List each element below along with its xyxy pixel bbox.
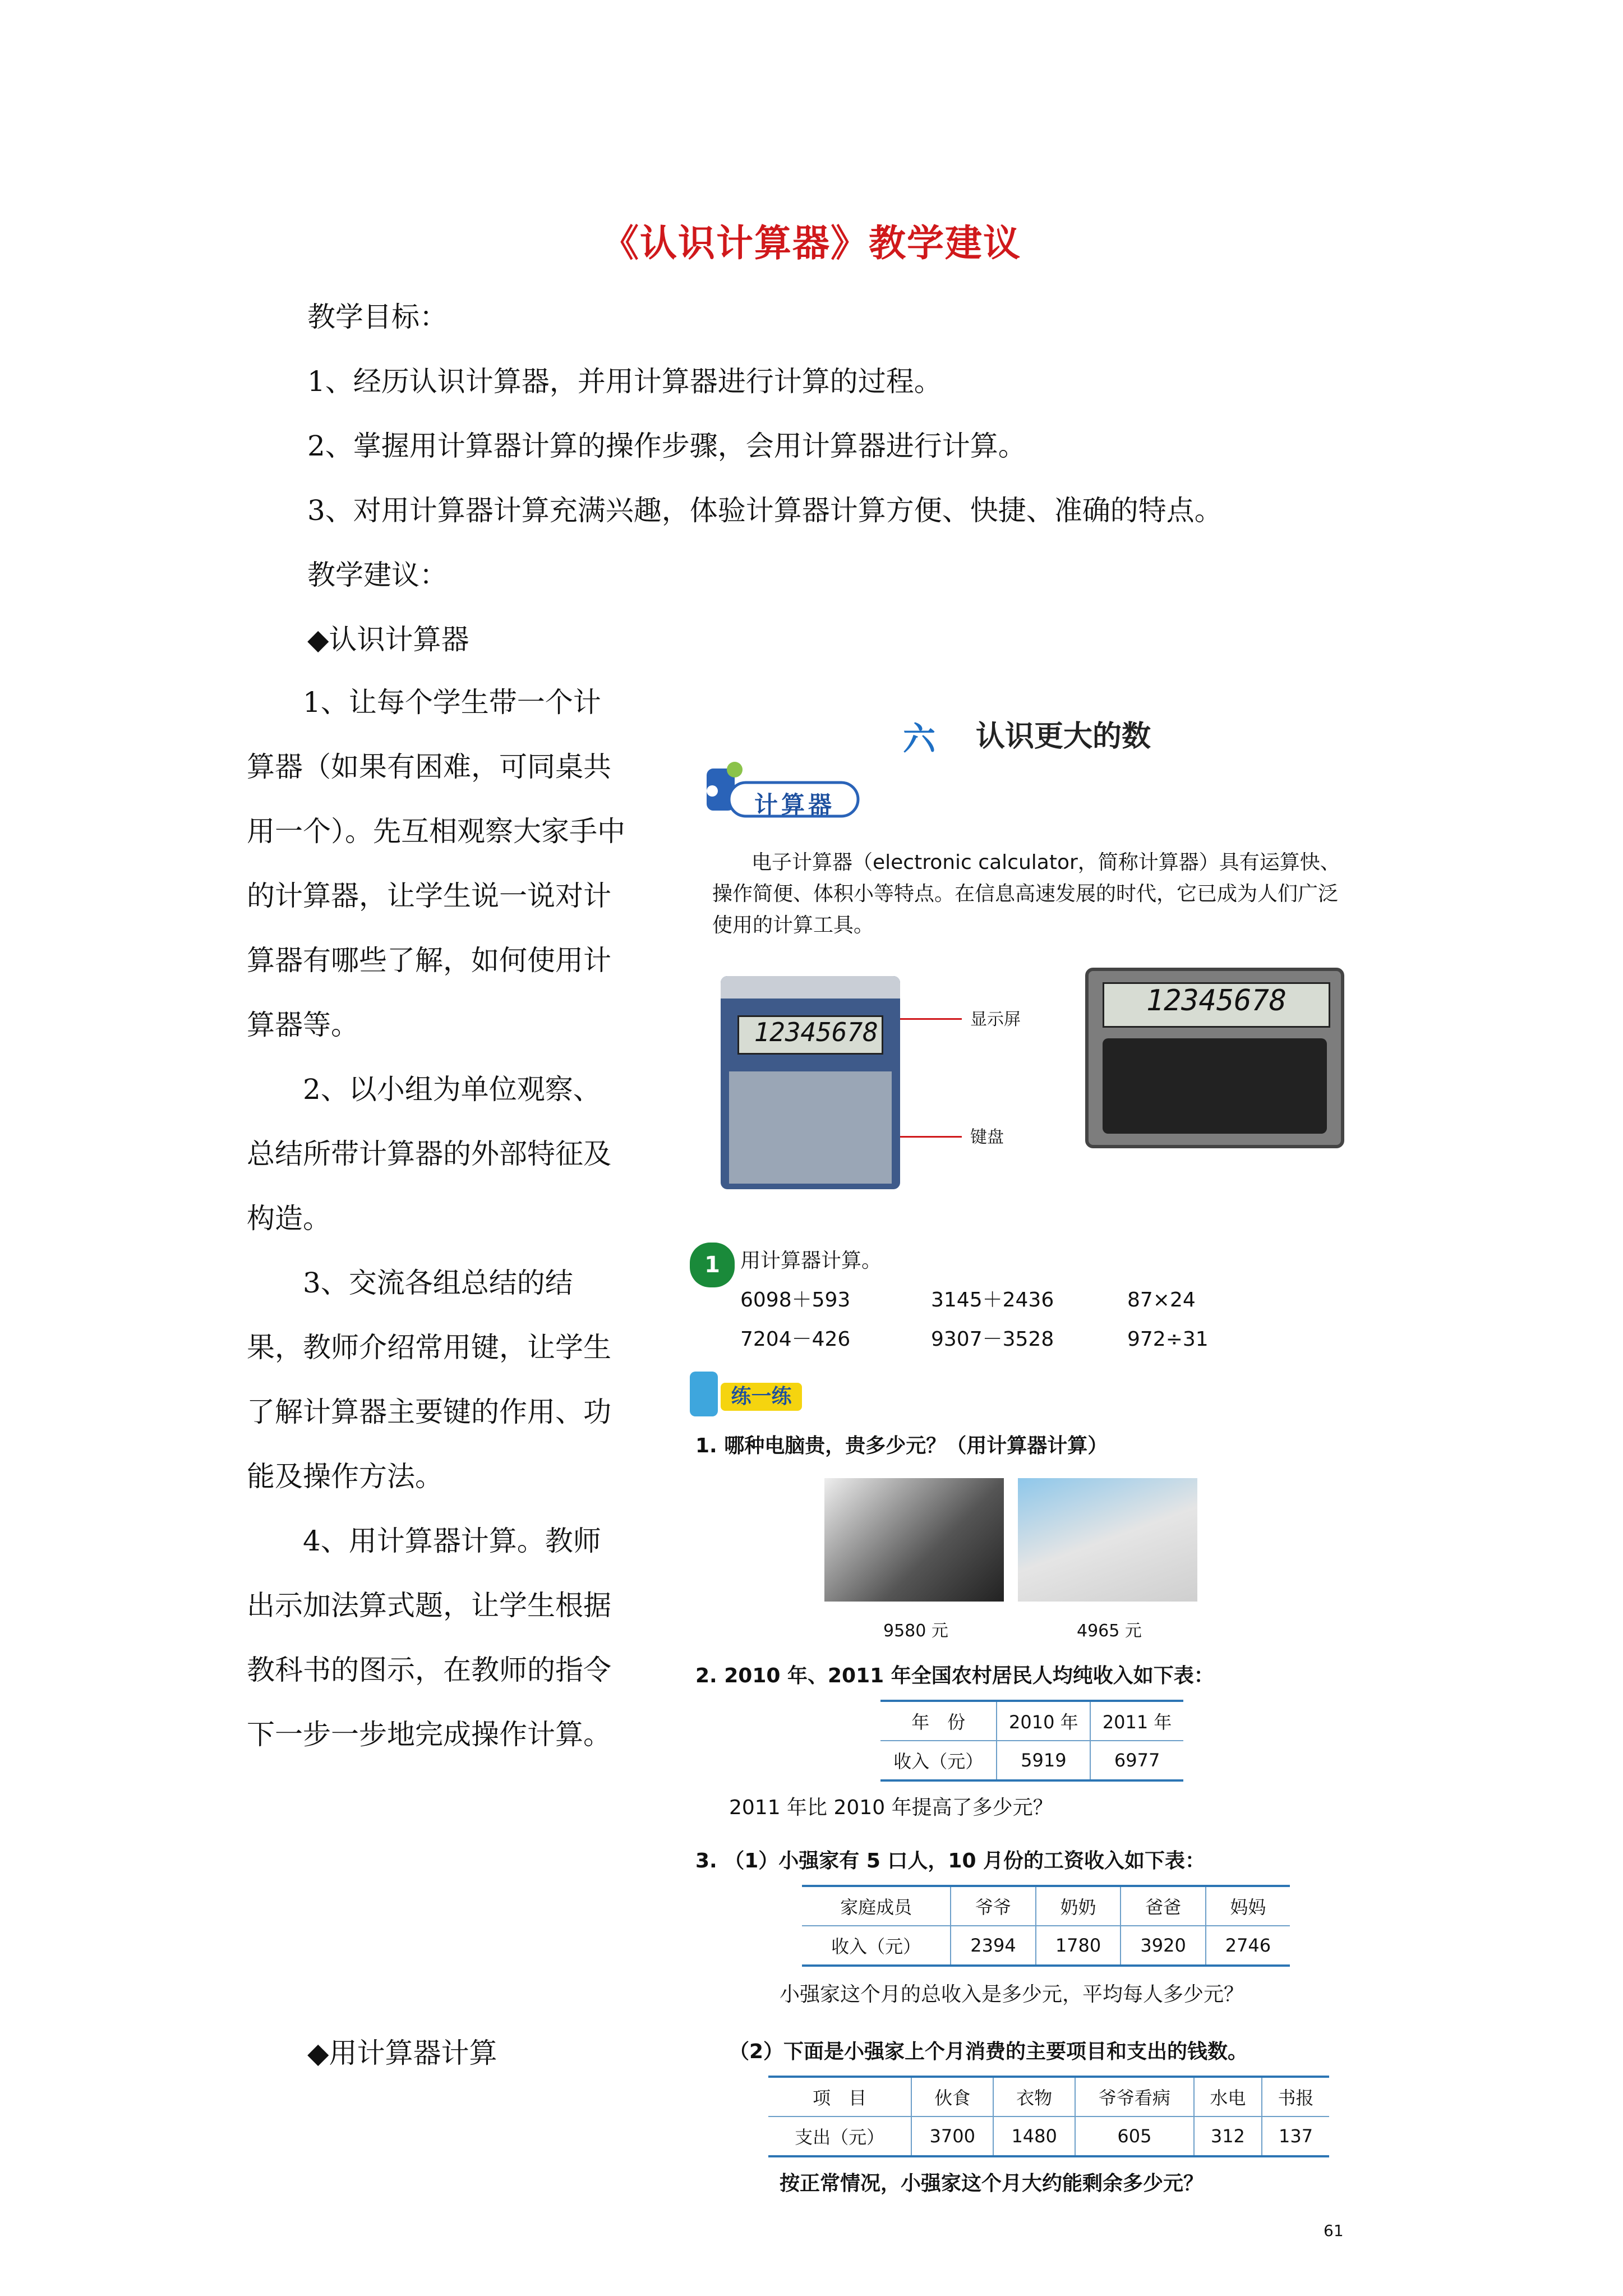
calculator-image-1: [721, 976, 900, 1189]
t3-header-2: 衣物: [993, 2077, 1075, 2116]
t3-cell-4: 312: [1194, 2116, 1262, 2156]
left-para-1: 1、让每个学生带一个计算器（如果有困难，可同桌共用一个）。先互相观察大家手中的计算器，让学生说一说对计算器有哪些了解，如何使用计算器等。: [247, 686, 625, 1041]
price-desktop: 4965 元: [1077, 1621, 1142, 1641]
t3-cell-2: 1480: [993, 2116, 1075, 2156]
income-table-2: [802, 1885, 1290, 1967]
t2-cell-0: 收入（元）: [802, 1926, 951, 1966]
t1-cell-2: 6977: [1090, 1741, 1183, 1780]
expense-table: [768, 2076, 1329, 2157]
question-3-ask: 小强家这个月的总收入是多少元，平均每人多少元？: [780, 1983, 1244, 2006]
desktop-image: [1018, 1478, 1197, 1602]
t2-header-0: 家庭成员: [802, 1886, 951, 1926]
left-para-2: 2、以小组为单位观察、总结所带计算器的外部特征及构造。: [247, 1073, 611, 1235]
example-number-badge: 1: [690, 1243, 735, 1287]
exercise-3: 87×24: [1127, 1289, 1196, 1312]
keypad-1: [729, 1071, 892, 1184]
price-laptop: 9580 元: [883, 1621, 948, 1641]
example-instruction: 用计算器计算。: [740, 1249, 882, 1272]
question-3: 3. （1）小强家有 5 口人，10 月份的工资收入如下表：: [695, 1849, 1206, 1872]
t3-cell-3: 605: [1075, 2116, 1194, 2156]
goal-3: 3、对用计算器计算充满兴趣，体验计算器计算方便、快捷、准确的特点。: [307, 494, 1223, 527]
t3-header-0: 项 目: [768, 2077, 911, 2116]
keypad-2: [1103, 1038, 1327, 1134]
exercise-2: 3145＋2436: [931, 1289, 1054, 1312]
t2-cell-2: 1780: [1036, 1926, 1121, 1966]
t3-cell-1: 3700: [911, 2116, 993, 2156]
t1-cell-0: 收入（元）: [880, 1741, 997, 1780]
question-2: 2. 2010 年、2011 年全国农村居民人均纯收入如下表：: [695, 1664, 1214, 1687]
calculator-badge: [695, 757, 864, 825]
t2-header-4: 妈妈: [1206, 1886, 1290, 1926]
exercise-5: 9307－3528: [931, 1328, 1054, 1351]
t2-header-1: 爷爷: [951, 1886, 1036, 1926]
t1-header-2: 2011 年: [1090, 1701, 1183, 1741]
exercise-1: 6098＋593: [740, 1289, 851, 1312]
chapter-number: 六: [903, 720, 936, 758]
t2-header-2: 奶奶: [1036, 1886, 1121, 1926]
section-heading-calc: ◆用计算器计算: [307, 2037, 497, 2069]
question-2-ask: 2011 年比 2010 年提高了多少元？: [729, 1796, 1053, 1819]
page-title: 《认识计算器》教学建议: [602, 221, 1021, 265]
t3-cell-0: 支出（元）: [768, 2116, 911, 2156]
section-heading-recognize: ◆认识计算器: [307, 623, 469, 656]
practice-label: 练一练: [721, 1383, 802, 1411]
t3-header-1: 伙食: [911, 2077, 993, 2116]
chapter-title: 认识更大的数: [976, 720, 1151, 753]
goal-2: 2、掌握用计算器计算的操作步骤，会用计算器进行计算。: [307, 430, 1026, 462]
display-screen-2: 12345678: [1103, 982, 1330, 1028]
question-1: 1. 哪种电脑贵，贵多少元？（用计算器计算）: [695, 1434, 1108, 1457]
t3-header-3: 爷爷看病: [1075, 2077, 1194, 2116]
left-para-3: 3、交流各组总结的结果，教师介绍常用键，让学生了解计算器主要键的作用、功能及操作方法。: [247, 1267, 611, 1493]
textbook-page: [673, 707, 1402, 2221]
label-keyboard: 键盘: [970, 1128, 1004, 1147]
exercise-4: 7204－426: [740, 1328, 851, 1351]
calculator-intro: 电子计算器（electronic calculator，简称计算器）具有运算快、操作简便、体积小等特点。在信息高速发展的时代，它已成为人们广泛使用的计算工具。: [712, 851, 1340, 937]
question-3b: （2）下面是小强家上个月消费的主要项目和支出的钱数。: [729, 2040, 1248, 2063]
display-screen-1: 12345678: [737, 1015, 883, 1055]
practice-badge: [690, 1372, 802, 1416]
t3-cell-5: 137: [1262, 2116, 1329, 2156]
suggest-heading: 教学建议：: [307, 559, 448, 591]
exercise-6: 972÷31: [1127, 1328, 1209, 1351]
income-table-1: [880, 1700, 1183, 1782]
left-column: [247, 670, 628, 1767]
t3-header-5: 书报: [1262, 2077, 1329, 2116]
calculator-image-2: [1085, 968, 1344, 1148]
laptop-image: [824, 1478, 1004, 1602]
t2-cell-4: 2746: [1206, 1926, 1290, 1966]
t2-cell-1: 2394: [951, 1926, 1036, 1966]
badge-label: 计算器: [754, 791, 836, 818]
t1-header-0: 年 份: [880, 1701, 997, 1741]
t3-header-4: 水电: [1194, 2077, 1262, 2116]
goal-1: 1、经历认识计算器，并用计算器进行计算的过程。: [307, 365, 942, 398]
goals-heading: 教学目标：: [307, 301, 448, 333]
t2-cell-3: 3920: [1121, 1926, 1206, 1966]
t1-cell-1: 5919: [997, 1741, 1090, 1780]
question-3b-ask: 按正常情况，小强家这个月大约能剩余多少元？: [780, 2172, 1204, 2195]
page-number: 61: [1324, 2221, 1344, 2240]
left-para-4: 4、用计算器计算。教师出示加法算式题，让学生根据教科书的图示，在教师的指令下一步一步地完成操作计算。: [247, 1525, 611, 1751]
label-display-screen: 显示屏: [970, 1010, 1021, 1029]
t2-header-3: 爸爸: [1121, 1886, 1206, 1926]
t1-header-1: 2010 年: [997, 1701, 1090, 1741]
